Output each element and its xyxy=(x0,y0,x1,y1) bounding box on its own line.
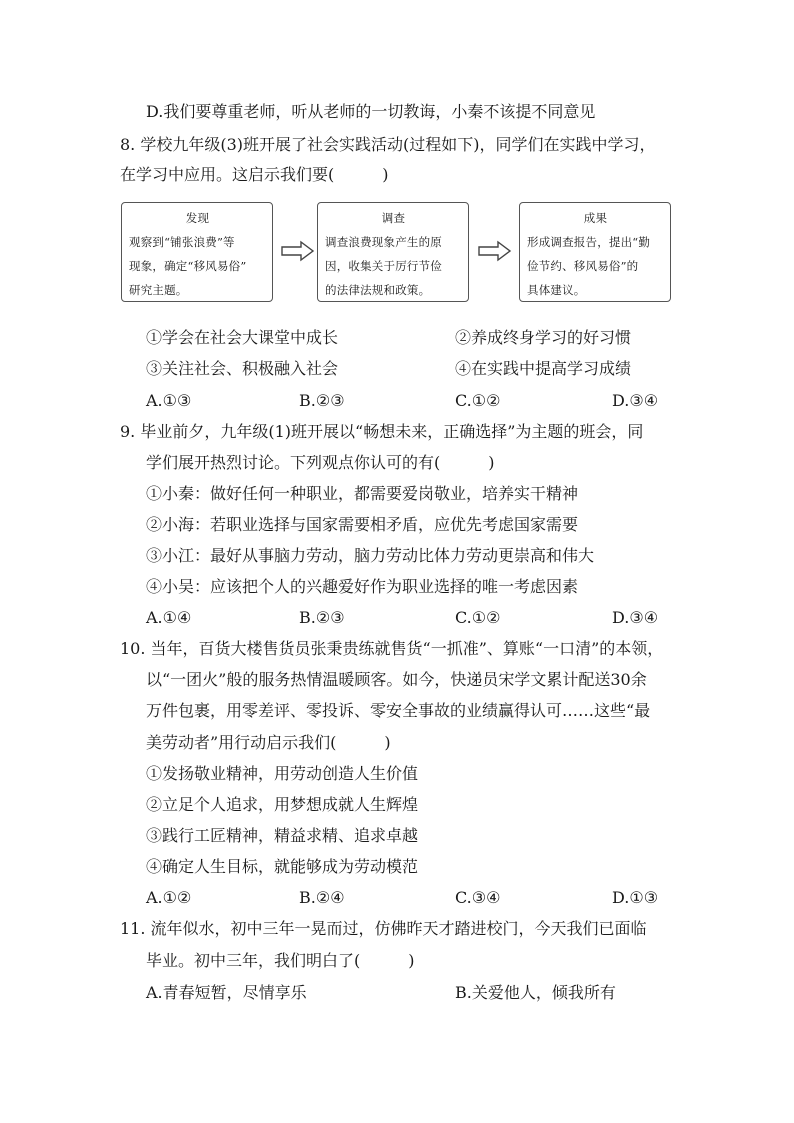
q9-statement: ③小江：最好从事脑力劳动，脑力劳动比体力劳动更崇高和伟大 xyxy=(146,546,595,565)
q11-stem-line-1: 11. 流年似水，初中三年一晃而过，仿佛昨天才踏进校门，今天我们已面临 xyxy=(120,919,647,938)
q8-statement: ③关注社会、积极融入社会 xyxy=(146,359,339,378)
q10-stem-line-4: 美劳动者”用行动启示我们( ) xyxy=(146,733,391,752)
flow-box-line: 研究主题。 xyxy=(129,283,188,297)
flow-box-line: 调查浪费现象产生的原 xyxy=(325,235,442,249)
q8-statement: ①学会在社会大课堂中成长 xyxy=(146,328,339,347)
q8-stem-line-1: 8. 学校九年级(3)班开展了社会实践活动(过程如下)，同学们在实践中学习， xyxy=(120,135,656,154)
q10-statement: ③践行工匠精神，精益求精、追求卓越 xyxy=(146,826,419,845)
flow-box-line: 现象，确定“移风易俗” xyxy=(129,259,247,273)
flow-box-line: 的法律法规和政策。 xyxy=(325,283,431,297)
flow-box-investigate xyxy=(317,202,469,302)
flow-box-discover xyxy=(121,202,273,302)
flow-box-line: 形成调查报告，提出“勤 xyxy=(527,235,651,249)
q10-stem-line-2: 以“一团火”般的服务热情温暖顾客。如今，快递员宋学文累计配送30余 xyxy=(146,670,647,689)
flow-box-line: 因，收集关于厉行节俭 xyxy=(325,259,442,273)
q10-answer-b[interactable]: B.②④ xyxy=(299,888,345,907)
q8-stem-line-2: 在学习中应用。这启示我们要( ) xyxy=(120,165,389,184)
q9-statement: ②小海：若职业选择与国家需要相矛盾，应优先考虑国家需要 xyxy=(146,515,579,534)
q8-answer-a[interactable]: A.①③ xyxy=(146,391,192,410)
q8-statement: ④在实践中提高学习成绩 xyxy=(455,359,632,378)
q11-option-b[interactable]: B.关爱他人，倾我所有 xyxy=(455,983,616,1002)
q10-answer-a[interactable]: A.①② xyxy=(146,888,192,907)
q10-stem-line-1: 10. 当年，百货大楼售货员张秉贵练就售货“一抓准”、算账“一口清”的本领， xyxy=(120,639,664,658)
q9-statement: ①小秦：做好任何一种职业，都需要爱岗敬业，培养实干精神 xyxy=(146,484,579,503)
flow-box-line: 具体建议。 xyxy=(527,283,586,297)
flow-arrow-icon xyxy=(478,240,512,262)
flow-arrow-icon xyxy=(281,240,315,262)
q9-stem-line-2: 学们展开热烈讨论。下列观点你认可的有( ) xyxy=(146,453,495,472)
flow-box-title: 发现 xyxy=(185,211,210,225)
flow-box-title: 成果 xyxy=(583,211,608,225)
q9-answer-c[interactable]: C.①② xyxy=(455,608,501,627)
q9-stem-line-1: 9. 毕业前夕，九年级(1)班开展以“畅想未来，正确选择”为主题的班会，同 xyxy=(120,422,644,441)
q10-statement: ②立足个人追求，用梦想成就人生辉煌 xyxy=(146,795,419,814)
q11-option-a[interactable]: A.青春短暂，尽情享乐 xyxy=(146,983,307,1002)
q9-answer-d[interactable]: D.③④ xyxy=(612,608,659,627)
q10-answer-c[interactable]: C.③④ xyxy=(455,888,501,907)
q9-answer-b[interactable]: B.②③ xyxy=(299,608,345,627)
q8-statement: ②养成终身学习的好习惯 xyxy=(455,328,632,347)
q10-statement: ④确定人生目标，就能够成为劳动模范 xyxy=(146,857,419,876)
flow-box-title: 调查 xyxy=(381,211,406,225)
q10-statement: ①发扬敬业精神，用劳动创造人生价值 xyxy=(146,764,419,783)
flow-box-line: 观察到“铺张浪费”等 xyxy=(129,235,235,249)
flow-box-line: 俭节约、移风易俗”的 xyxy=(527,259,639,273)
q8-answer-c[interactable]: C.①② xyxy=(455,391,501,410)
q10-answer-d[interactable]: D.①③ xyxy=(612,888,659,907)
q9-answer-a[interactable]: A.①④ xyxy=(146,608,192,627)
flow-box-result xyxy=(519,202,671,302)
q11-stem-line-2: 毕业。初中三年，我们明白了( ) xyxy=(146,951,415,970)
q8-answer-d[interactable]: D.③④ xyxy=(612,391,659,410)
q8-answer-b[interactable]: B.②③ xyxy=(299,391,345,410)
q9-statement: ④小吴：应该把个人的兴趣爱好作为职业选择的唯一考虑因素 xyxy=(146,577,579,596)
q7-option-d: D.我们要尊重老师，听从老师的一切教诲，小秦不该提不同意见 xyxy=(146,102,596,121)
q10-stem-line-3: 万件包裹，用零差评、零投诉、零安全事故的业绩赢得认可……这些“最 xyxy=(146,701,651,720)
